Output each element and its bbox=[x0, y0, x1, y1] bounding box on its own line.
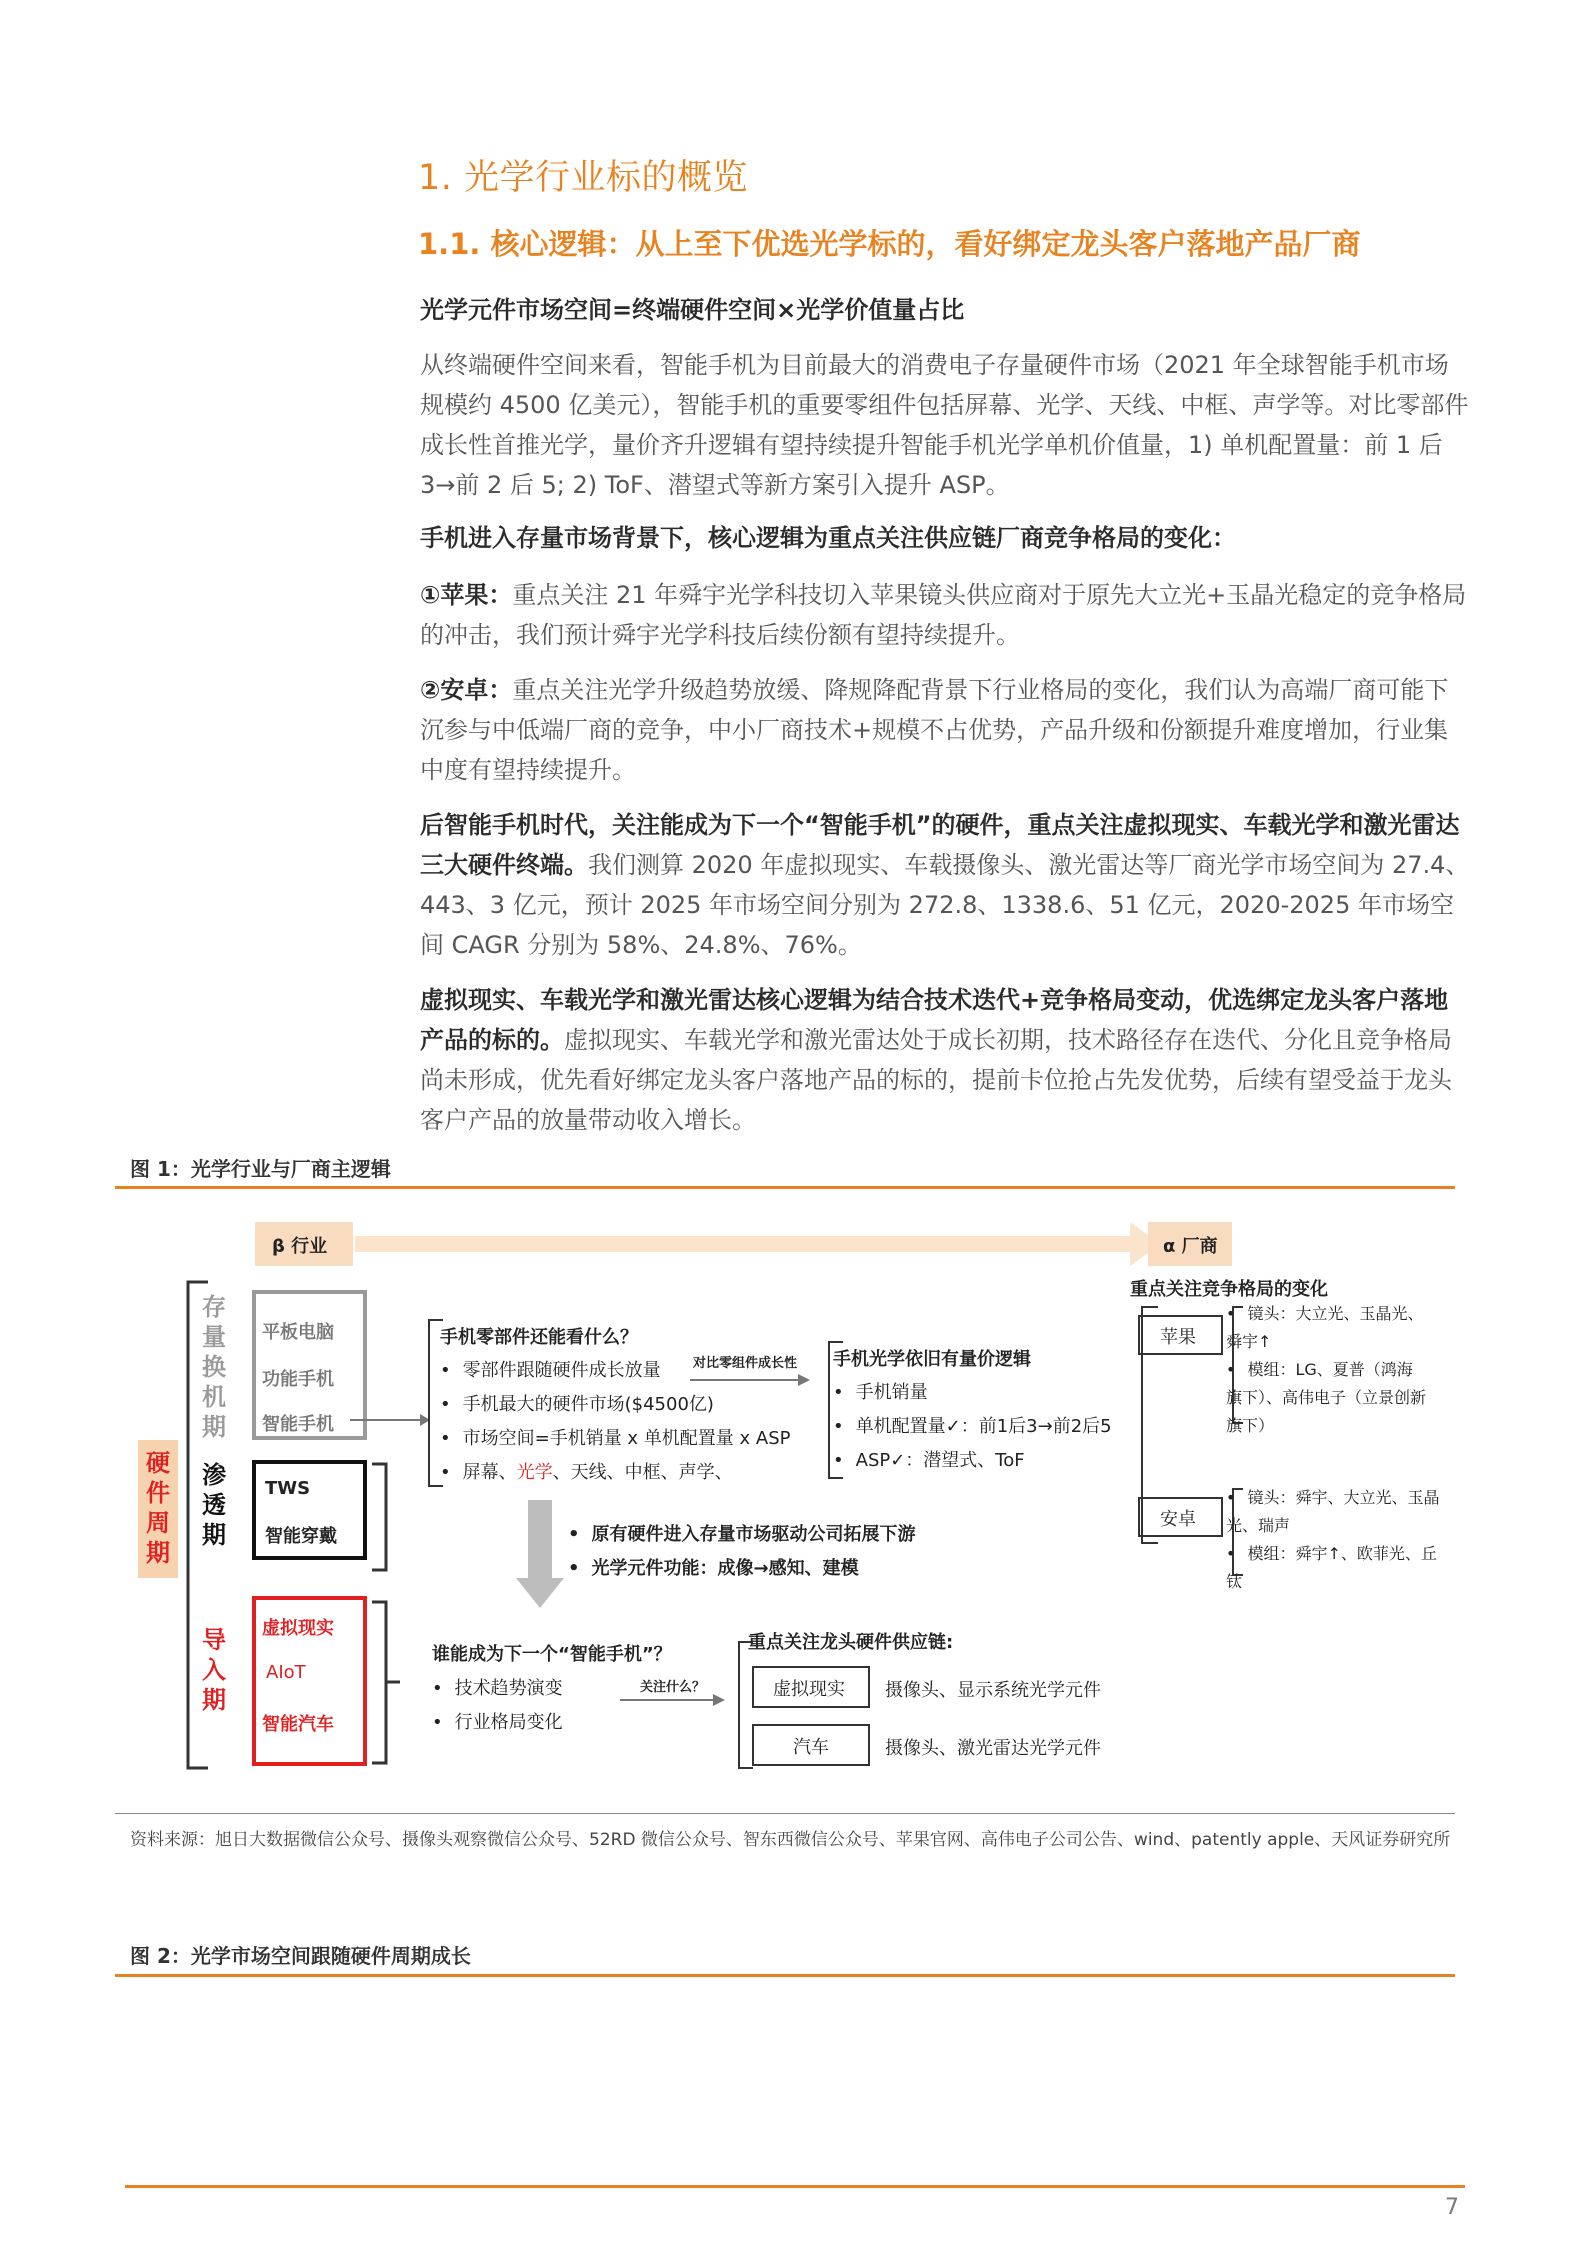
footer-rule bbox=[125, 2185, 1465, 2188]
paragraph-3 bbox=[420, 575, 1470, 655]
supply-bracket bbox=[725, 1640, 755, 1770]
band-arrow-shaft bbox=[355, 1236, 1135, 1252]
pen-item-tws: TWS bbox=[265, 1478, 311, 1499]
post-phone-lead: 后智能手机时代，关注能成为下一个“智能手机”的硬件，重点关注虚拟现实、车载光学和激光雷达三大硬件终端。 bbox=[420, 811, 1460, 879]
alpha-label: α 厂商 bbox=[1163, 1236, 1218, 1257]
core-logic-lead: 虚拟现实、车载光学和激光雷达核心逻辑为结合技术迭代+竞争格局变动，优选绑定龙头客户落地产品的标的。 bbox=[420, 986, 1449, 1054]
q2-list bbox=[432, 1672, 563, 1740]
figure-1-top-rule bbox=[115, 1186, 1455, 1189]
competition-title: 重点关注竞争格局的变化 bbox=[1130, 1279, 1328, 1300]
paragraph-2: 手机进入存量市场背景下，核心逻辑为重点关注供应链厂商竞争格局的变化： bbox=[420, 524, 1236, 552]
stock-item-smartphone: 智能手机 bbox=[262, 1414, 334, 1435]
q1-components-pre: 屏幕、 bbox=[462, 1462, 517, 1483]
source-note: 资料来源：旭日大数据微信公众号、摄像头观察微信公众号、52RD 微信公众号、智东西微信公众号、苹果官网、高伟电子公司公告、wind、patently apple、天风证券研究所 bbox=[130, 1830, 1451, 1850]
formula-heading: 光学元件市场空间=终端硬件空间×光学价值量占比 bbox=[420, 296, 965, 324]
android-label: ②安卓： bbox=[420, 676, 513, 704]
android-list bbox=[1226, 1484, 1441, 1596]
logic-item: • ASP✓：潜望式、ToF bbox=[833, 1444, 1112, 1478]
android-text: 重点关注光学升级趋势放缓、降规降配背景下行业格局的变化，我们认为高端厂商可能下沉参与中低端厂商的竞争，中小厂商技术+规模不占优势，产品升级和份额提升难度增加，行业集中度有望持续提升。 bbox=[420, 676, 1449, 784]
figure-1-bottom-rule bbox=[115, 1813, 1455, 1814]
logic-item: • 手机销量 bbox=[833, 1376, 1112, 1410]
q1-components-optics: 光学 bbox=[516, 1462, 553, 1483]
arrow1-label: 对比零组件成长性 bbox=[693, 1356, 798, 1371]
post-phone-text: 我们测算 2020 年虚拟现实、车载摄像头、激光雷达等厂商光学市场空间为 27.4、443、3 亿元，预计 2025 年市场空间分别为 272.8、1338.6、51 亿元，2020-2025 年市场空间 CAGR 分别为 58%、24.8%、76%。 bbox=[420, 851, 1470, 959]
vr-desc: 摄像头、显示系统光学元件 bbox=[885, 1680, 1101, 1701]
android-item: • 模组：舜宇↑、欧菲光、丘钛 bbox=[1226, 1540, 1441, 1596]
subsection-title: 1.1. 核心逻辑：从上至下优选光学标的，看好绑定龙头客户落地产品厂商 bbox=[418, 227, 1361, 261]
vr-box-label: 虚拟现实 bbox=[773, 1679, 845, 1700]
penetration-stage-label: 渗透期 bbox=[202, 1461, 226, 1549]
q1-item-components bbox=[440, 1456, 791, 1490]
intro-item-car: 智能汽车 bbox=[262, 1714, 334, 1735]
q1-title: 手机零部件还能看什么？ bbox=[440, 1327, 638, 1348]
apple-list bbox=[1226, 1300, 1426, 1440]
cycle-label: 硬件周期 bbox=[146, 1449, 170, 1567]
down-item: • 光学元件功能：成像→感知、建模 bbox=[568, 1552, 916, 1586]
figure-2-caption: 图 2：光学市场空间跟随硬件周期成长 bbox=[130, 1944, 471, 1968]
stock-item-tablet: 平板电脑 bbox=[262, 1322, 334, 1343]
paragraph-4 bbox=[420, 670, 1470, 790]
pen-bracket bbox=[370, 1462, 400, 1572]
section-title: 1. 光学行业标的概览 bbox=[418, 158, 749, 198]
android-item: • 镜头：舜宇、大立光、玉晶光、瑞声 bbox=[1226, 1484, 1441, 1540]
q2-item: • 技术趋势演变 bbox=[432, 1672, 563, 1706]
car-desc: 摄像头、激光雷达光学元件 bbox=[885, 1738, 1101, 1759]
paragraph-5 bbox=[420, 805, 1470, 965]
apple-text: 重点关注 21 年舜宇光学科技切入苹果镜头供应商对于原先大立光+玉晶光稳定的竞争格局的冲击，我们预计舜宇光学科技后续份额有望持续提升。 bbox=[420, 581, 1467, 649]
down-list bbox=[568, 1518, 916, 1586]
down-arrow-shaft bbox=[528, 1500, 552, 1580]
supply-title: 重点关注龙头硬件供应链: bbox=[748, 1632, 954, 1653]
q1-item: • 零部件跟随硬件成长放量 bbox=[440, 1354, 791, 1388]
arrow1 bbox=[690, 1370, 810, 1390]
figure-1-caption: 图 1：光学行业与厂商主逻辑 bbox=[130, 1157, 391, 1181]
apple-label: ①苹果： bbox=[420, 581, 513, 609]
intro-bracket bbox=[370, 1600, 430, 1765]
q2-item: • 行业格局变化 bbox=[432, 1706, 563, 1740]
q1-components-post: 、天线、中框、声学、 bbox=[552, 1462, 733, 1483]
q1-item: • 市场空间=手机销量 x 单机配置量 x ASP bbox=[440, 1422, 791, 1456]
beta-label: β 行业 bbox=[272, 1236, 328, 1257]
apple-item: • 镜头：大立光、玉晶光、舜宇↑ bbox=[1226, 1300, 1426, 1356]
page-number: 7 bbox=[1445, 2195, 1459, 2220]
down-item: • 原有硬件进入存量市场驱动公司拓展下游 bbox=[568, 1518, 916, 1552]
intro-item-vr: 虚拟现实 bbox=[262, 1618, 334, 1639]
logic-item: • 单机配置量✓：前1后3→前2后5 bbox=[833, 1410, 1112, 1444]
q1-item: • 手机最大的硬件市场($4500亿) bbox=[440, 1388, 791, 1422]
q2-title: 谁能成为下一个“智能手机”？ bbox=[432, 1644, 672, 1665]
paragraph-1: 从终端硬件空间来看，智能手机为目前最大的消费电子存量硬件市场（2021 年全球智能手机市场规模约 4500 亿美元），智能手机的重要零组件包括屏幕、光学、天线、中框、声学等。对比零部件成长性首推光学，量价齐升逻辑有望持续提升智能手机光学单机价值量，1) 单机配置量：前 1 后 3→前 2 后 5; 2) ToF、潜望式等新方案引入提升 ASP。 bbox=[420, 351, 1469, 499]
logic-list bbox=[833, 1376, 1112, 1478]
stock-item-feature-phone: 功能手机 bbox=[262, 1369, 334, 1390]
arrow2-label: 关注什么？ bbox=[640, 1680, 706, 1695]
arrow2 bbox=[620, 1690, 725, 1710]
core-logic-text: 虚拟现实、车载光学和激光雷达处于成长初期，技术路径存在迭代、分化且竞争格局尚未形成，优先看好绑定龙头客户落地产品的标的，提前卡位抢占先发优势，后续有望受益于龙头客户产品的放量带动收入增长。 bbox=[420, 1026, 1452, 1134]
android-box-label: 安卓 bbox=[1160, 1509, 1196, 1530]
stock-stage-label: 存量换机期 bbox=[202, 1293, 226, 1441]
logic-title: 手机光学依旧有量价逻辑 bbox=[833, 1349, 1031, 1370]
paragraph-6 bbox=[420, 980, 1470, 1140]
pen-item-wearable: 智能穿戴 bbox=[265, 1526, 337, 1547]
apple-box-label: 苹果 bbox=[1160, 1327, 1196, 1348]
down-arrow-head bbox=[516, 1578, 564, 1608]
intro-stage-label: 导入期 bbox=[202, 1626, 226, 1714]
car-box-label: 汽车 bbox=[793, 1737, 829, 1758]
apple-item: • 模组：LG、夏普（鸿海旗下）、高伟电子（立景创新旗下） bbox=[1226, 1356, 1426, 1440]
figure-2-top-rule bbox=[115, 1974, 1455, 1977]
intro-item-aiot: AIoT bbox=[266, 1662, 306, 1683]
